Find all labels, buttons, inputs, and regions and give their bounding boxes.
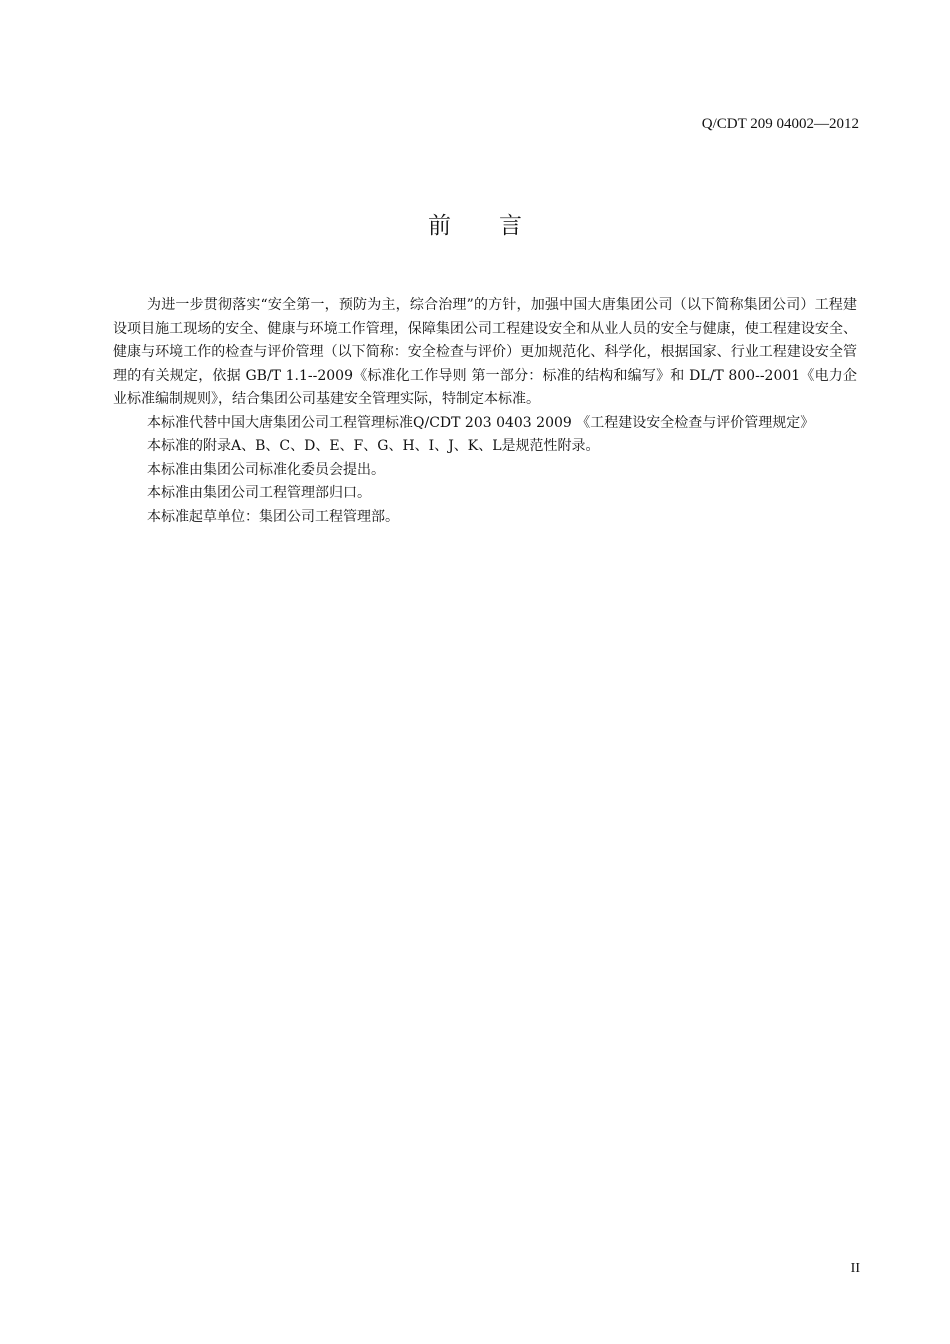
paragraph-purpose: 为进一步贯彻落实“安全第一，预防为主，综合治理”的方针，加强中国大唐集团公司（以下简称集团公司）工程建设项目施工现场的安全、健康与环境工作管理，保障集团公司工程建设安全和从业人员的安全与健康，使工程建设安全、健康与环境工作的检查与评价管理（以下简称：安全检查与评价）更加规范化、科学化，根据国家、行业工程建设安全管理的有关规定，依据 GB/T 1.1--2009《标准化工作导则 第一部分：标准的结构和编写》和 DL/T 800--2001《电力企业标准编制规则》，结合集团公司基建安全管理实际，特制定本标准。 (113, 297, 857, 407)
paragraph-appendices: 本标准的附录A、B、C、D、E、F、G、H、I、J、K、L是规范性附录。 (147, 438, 600, 454)
page-title: 前言 (428, 213, 570, 239)
foreword-body (113, 294, 857, 529)
paragraph-replaces: 本标准代替中国大唐集团公司工程管理标准Q/CDT 203 0403 2009 《工程建设安全检查与评价管理规定》 (147, 414, 815, 431)
standard-code: Q/CDT 209 04002—2012 (701, 116, 859, 132)
paragraph-drafted-by: 本标准起草单位：集团公司工程管理部。 (147, 508, 399, 525)
paragraph-managed-by: 本标准由集团公司工程管理部归口。 (147, 485, 371, 501)
page-number: II (850, 1261, 860, 1276)
paragraph-proposed-by: 本标准由集团公司标准化委员会提出。 (147, 461, 385, 478)
